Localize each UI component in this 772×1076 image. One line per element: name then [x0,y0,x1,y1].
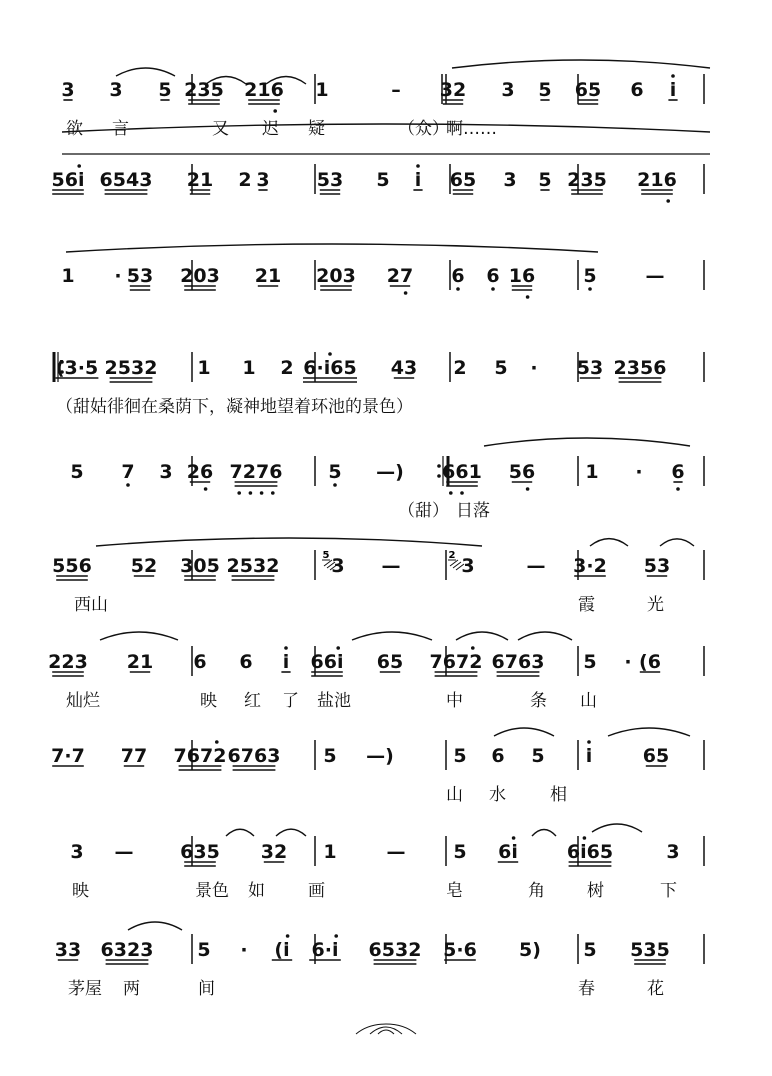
lyric-text: 山 [446,785,463,805]
repeat-dot [437,464,441,468]
lotus-ornament-icon [370,1027,402,1034]
octave-dot-below [526,487,530,491]
octave-dot-below [526,295,530,299]
jianpu-note: 6i65 [566,841,614,863]
jianpu-note: 6763 [491,651,545,673]
octave-dot-below [249,491,253,495]
octave-dot-below [126,483,130,487]
jianpu-note: 27 [386,265,414,287]
jianpu-note: 6 [239,651,253,673]
repeat-dot [437,474,441,478]
jianpu-note: 65 [449,169,477,191]
slur-arc [66,244,598,252]
jianpu-note: 2532 [226,555,280,577]
jianpu-note: · [635,461,643,483]
lyric-text: 山 [580,691,597,711]
octave-dot-below [491,287,495,291]
jianpu-note: — [114,841,134,863]
slur-arc [592,824,642,832]
jianpu-note: 2 [280,357,294,379]
jianpu-note: 216 [637,169,677,191]
lyric-text: 如 [248,881,265,901]
jianpu-note: 5 [583,651,597,673]
lyric-text: 相 [550,785,567,805]
jianpu-note: 6 [630,79,644,101]
jianpu-note: 1 [61,265,75,287]
jianpu-note: 3 [501,79,515,101]
lyric-text: 茅屋 [68,979,102,999]
jianpu-note: 5 [323,745,337,767]
jianpu-note: i [669,79,677,101]
jianpu-note: 203 [180,265,220,287]
jianpu-note: 2356 [613,357,667,379]
jianpu-note: 52 [130,555,158,577]
lyric-text: 间 [198,979,215,999]
lyric-text: 条 [530,691,547,711]
jianpu-note: 1 [315,79,329,101]
jianpu-note: · [240,939,248,961]
jianpu-note: 1 [197,357,211,379]
jianpu-note: 21 [186,169,214,191]
jianpu-note: 5 [328,461,342,483]
jianpu-note: 5) [519,939,541,961]
jianpu-note: —) [376,461,404,483]
octave-dot-below [676,487,680,491]
jianpu-note: (i [274,939,290,961]
jianpu-note: 6·i65 [303,357,357,379]
jianpu-note: 535 [630,939,670,961]
lyric-text: （众） [398,119,449,139]
slur-arc [226,829,254,836]
jianpu-note: 7672 [429,651,483,673]
slur-arc [660,539,694,546]
jianpu-note: 5 [583,265,597,287]
jianpu-note: 223 [48,651,88,673]
jianpu-note: 2532 [104,357,158,379]
lyric-text: 花 [647,979,664,999]
jianpu-note: — [526,555,546,577]
jianpu-note: 6 [451,265,465,287]
jianpu-note: 3 [159,461,173,483]
lyric-text: 灿烂 [66,691,100,711]
lyric-text: 西山 [74,595,108,615]
jianpu-note: 3·2 [573,555,607,577]
lyric-text: 中 [446,691,463,711]
slur-arc [484,438,690,446]
octave-dot-above [328,352,332,356]
jianpu-note: 6 [491,745,505,767]
jianpu-note: 235 [184,79,224,101]
jianpu-note: 53 [126,265,154,287]
lyric-text: 春 [578,979,595,999]
jianpu-note: 2 [453,357,467,379]
lyric-text: 盐池 [317,691,351,711]
octave-dot-above [583,836,587,840]
octave-dot-below [404,291,408,295]
jianpu-note: i [282,651,290,673]
jianpu-note: 6·i [311,939,339,961]
jianpu-note: — [386,841,406,863]
jianpu-note: 1 [585,461,599,483]
slur-arc [276,829,306,836]
lyric-text: 树 [587,881,604,901]
jianpu-note: 7 [121,461,135,483]
lyric-text: 映 [200,691,217,711]
jianpu-note: 43 [390,357,418,379]
jianpu-note: 5 [453,745,467,767]
jianpu-note: 635 [180,841,220,863]
jianpu-note: 6543 [99,169,153,191]
lyric-text: 两 [123,979,140,999]
slur-arc [116,68,175,76]
jianpu-note: 5 [494,357,508,379]
slur-arc [352,632,432,640]
slur-arc [456,632,508,640]
octave-dot-below [666,199,670,203]
jianpu-note: 16 [508,265,536,287]
jianpu-note: 5 [583,939,597,961]
jianpu-note: i [414,169,422,191]
jianpu-note: 3 [331,555,345,577]
jianpu-note: 3 [109,79,123,101]
jianpu-note: 56i [51,169,85,191]
jianpu-note: 6 [671,461,685,483]
jianpu-note: — [381,555,401,577]
slur-arc [100,632,178,640]
slur-arc [608,728,690,736]
octave-dot-below [456,287,460,291]
jianpu-note: 3 [256,169,270,191]
jianpu-note: —) [366,745,394,767]
jianpu-note: (3·5 [55,357,99,379]
jianpu-note: 6 [486,265,500,287]
lyric-text: 日落 [456,501,490,521]
slur-arc [62,124,710,132]
slur-arc [590,539,628,546]
jianpu-note: 3 [666,841,680,863]
jianpu-note: 661 [442,461,482,483]
octave-dot-below [333,483,337,487]
jianpu-note: 305 [180,555,220,577]
jianpu-note: 556 [52,555,92,577]
lyric-text: 霞 [578,595,595,615]
octave-dot-below [260,491,264,495]
lyric-text: 景色 [195,881,229,901]
jianpu-note: 5 [158,79,172,101]
octave-dot-below [204,487,208,491]
jianpu-note: 65 [574,79,602,101]
jianpu-note: 65 [642,745,670,767]
jianpu-note: – [391,79,401,101]
jianpu-note: 1 [323,841,337,863]
jianpu-note: 53 [643,555,671,577]
jianpu-note: 5·6 [443,939,477,961]
jianpu-note: 5 [538,169,552,191]
octave-dot-below [271,491,275,495]
jianpu-note: 5 [538,79,552,101]
slur-arc [518,632,572,640]
lyric-text: 言 [112,119,129,139]
jianpu-note: 2 [238,169,252,191]
jianpu-note: — [645,265,665,287]
jianpu-note: 7276 [229,461,283,483]
slur-arc [96,538,482,546]
jianpu-note: 5 [197,939,211,961]
octave-dot-above [334,934,338,938]
octave-dot-below [449,491,453,495]
jianpu-note: 7·7 [51,745,85,767]
lyric-text: 又 [212,119,229,139]
octave-dot-below [588,287,592,291]
jianpu-note: 26 [186,461,214,483]
octave-dot-above [336,646,340,650]
jianpu-note: 56 [508,461,536,483]
slur-arc [128,922,182,930]
octave-dot-below [460,491,464,495]
grace-note: 5 [322,550,330,561]
jianpu-note: 21 [126,651,154,673]
jianpu-note: 3 [70,841,84,863]
jianpu-note: 6323 [100,939,154,961]
lyric-text: 光 [647,595,664,615]
jianpu-note: 53 [576,357,604,379]
octave-dot-above [671,74,675,78]
slur-arc [494,728,554,736]
jianpu-note: 32 [260,841,288,863]
jianpu-note: 66i [310,651,344,673]
lyric-text: 下 [660,881,677,901]
jianpu-note: · [114,265,122,287]
jianpu-note: 5 [70,461,84,483]
grace-note: 2 [448,550,456,561]
lyric-text: （甜姑徘徊在桑荫下，凝神地望着环池的景色） [56,397,413,417]
octave-dot-above [77,164,81,168]
lyric-text: （甜） [398,501,449,521]
lyric-text: 红 [244,691,261,711]
octave-dot-above [215,740,219,744]
jianpu-note: 5 [376,169,390,191]
jianpu-note: 33 [54,939,82,961]
jianpu-note: 7672 [173,745,227,767]
octave-dot-above [284,646,288,650]
jianpu-note: 6532 [368,939,422,961]
jianpu-note: 65 [376,651,404,673]
lyric-text: 啊…… [446,119,497,139]
lyric-text: 水 [489,785,506,805]
jianpu-note: 6 [193,651,207,673]
octave-dot-above [286,934,290,938]
jianpu-note: 203 [316,265,356,287]
lyric-text: 了 [282,691,299,711]
slur-arc [452,60,710,68]
jianpu-note: 1 [242,357,256,379]
lyric-text: 欲 [66,119,83,139]
jianpu-note: · [624,651,632,673]
octave-dot-above [587,740,591,744]
jianpu-note: 235 [567,169,607,191]
lotus-ornament-icon [356,1024,416,1034]
octave-dot-below [273,109,277,113]
jianpu-note: 6763 [227,745,281,767]
jianpu-note: 5 [531,745,545,767]
lyric-text: 疑 [308,119,325,139]
jianpu-note: 6i [498,841,518,863]
octave-dot-above [471,646,475,650]
jianpu-note: 77 [120,745,148,767]
octave-dot-above [512,836,516,840]
jianpu-note: · [530,357,538,379]
jianpu-note: 216 [244,79,284,101]
jianpu-note: (6 [639,651,661,673]
lyric-text: 皂 [446,881,463,901]
lyric-text: 迟 [262,119,279,139]
lyric-text: 画 [308,881,325,901]
jianpu-note: 21 [254,265,282,287]
lyric-text: 角 [528,881,545,901]
jianpu-note: 5 [453,841,467,863]
octave-dot-above [416,164,420,168]
jianpu-note: 3 [61,79,75,101]
lyric-text: 映 [72,881,89,901]
jianpu-note: 3 [503,169,517,191]
jianpu-note: 32 [439,79,467,101]
jianpu-note: 53 [316,169,344,191]
slur-arc [532,830,556,837]
jianpu-note: i [585,745,593,767]
jianpu-note: 3 [461,555,475,577]
octave-dot-below [237,491,241,495]
